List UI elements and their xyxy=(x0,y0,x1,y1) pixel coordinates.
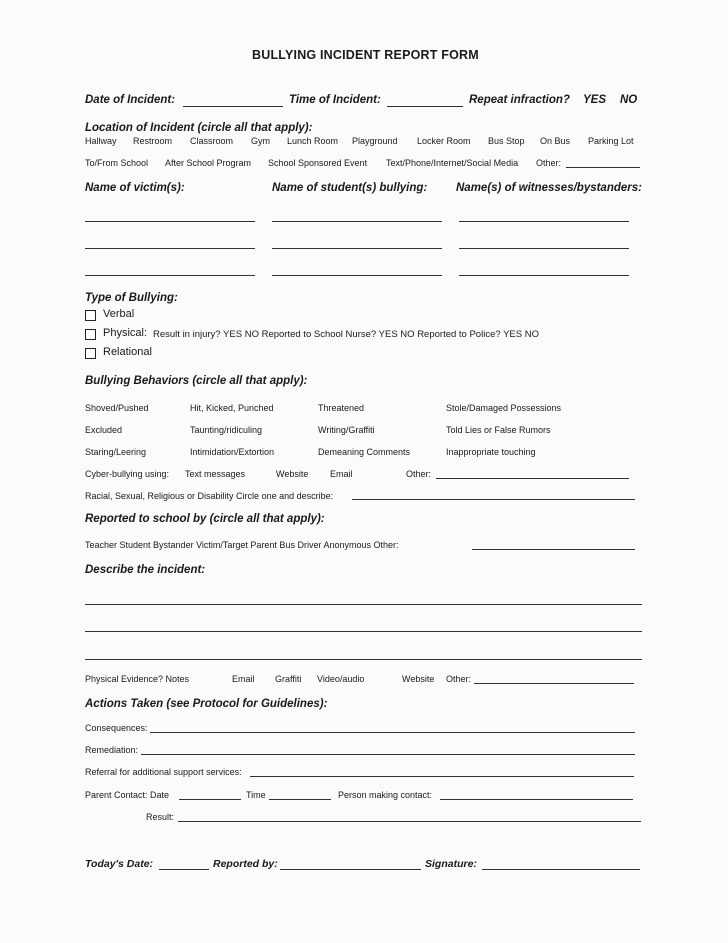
parent-contact-time-field[interactable] xyxy=(269,799,331,800)
racial-sexual-label: Racial, Sexual, Religious or Disability Circle one and describe: xyxy=(85,491,334,501)
location-to-from-school[interactable]: To/From School xyxy=(85,158,149,168)
location-gym[interactable]: Gym xyxy=(251,136,270,146)
behavior-option[interactable]: Told Lies or False Rumors xyxy=(446,425,551,435)
parent-contact-label: Parent Contact: Date xyxy=(85,790,170,800)
behavior-option[interactable]: Stole/Damaged Possessions xyxy=(446,403,562,413)
consequences-label: Consequences: xyxy=(85,723,148,733)
witness-name-field[interactable] xyxy=(459,248,629,249)
evidence-video-audio[interactable]: Video/audio xyxy=(317,674,365,684)
bully-name-field[interactable] xyxy=(272,221,442,222)
behavior-option[interactable]: Demeaning Comments xyxy=(318,447,411,457)
behavior-option[interactable]: Hit, Kicked, Punched xyxy=(190,403,274,413)
bullying-heading: Name of student(s) bullying: xyxy=(272,182,428,194)
cyber-bullying-label: Cyber-bullying using: xyxy=(85,469,170,479)
describe-line[interactable] xyxy=(85,604,642,605)
parent-contact-date-field[interactable] xyxy=(179,799,241,800)
date-of-incident-field[interactable] xyxy=(183,106,283,107)
todays-date-field[interactable] xyxy=(159,869,209,870)
location-parking-lot[interactable]: Parking Lot xyxy=(588,136,634,146)
behavior-option[interactable]: Threatened xyxy=(318,403,365,413)
behavior-option[interactable]: Shoved/Pushed xyxy=(85,403,149,413)
location-text-phone[interactable]: Text/Phone/Internet/Social Media xyxy=(386,158,519,168)
witnesses-heading: Name(s) of witnesses/bystanders: xyxy=(456,182,642,194)
location-other-label: Other: xyxy=(536,158,562,168)
physical-checkbox[interactable] xyxy=(85,329,96,340)
reported-options[interactable]: Teacher Student Bystander Victim/Target Parent Bus Driver Anonymous Other: xyxy=(85,540,399,550)
location-classroom[interactable]: Classroom xyxy=(190,136,234,146)
location-restroom[interactable]: Restroom xyxy=(133,136,173,146)
reported-other-field[interactable] xyxy=(472,549,635,550)
result-label: Result: xyxy=(146,812,175,822)
time-of-incident-field[interactable] xyxy=(387,106,463,107)
remediation-label: Remediation: xyxy=(85,745,139,755)
evidence-other-label: Other: xyxy=(446,674,472,684)
victim-name-field[interactable] xyxy=(85,221,255,222)
cyber-website[interactable]: Website xyxy=(276,469,309,479)
repeat-yes-option[interactable]: YES xyxy=(583,94,607,106)
physical-label: Physical: xyxy=(103,327,148,339)
describe-line[interactable] xyxy=(85,631,642,632)
referral-label: Referral for additional support services: xyxy=(85,767,242,777)
victim-name-field[interactable] xyxy=(85,275,255,276)
describe-line[interactable] xyxy=(85,659,642,660)
consequences-field[interactable] xyxy=(150,732,635,733)
behavior-option[interactable]: Intimidation/Extortion xyxy=(190,447,275,457)
form-title: BULLYING INCIDENT REPORT FORM xyxy=(252,48,479,62)
victims-heading: Name of victim(s): xyxy=(85,182,185,194)
behavior-option[interactable]: Excluded xyxy=(85,425,123,435)
relational-label: Relational xyxy=(103,346,152,358)
victim-name-field[interactable] xyxy=(85,248,255,249)
behavior-option[interactable]: Inappropriate touching xyxy=(446,447,536,457)
location-school-event[interactable]: School Sponsored Event xyxy=(268,158,368,168)
evidence-email[interactable]: Email xyxy=(232,674,255,684)
person-making-contact-field[interactable] xyxy=(440,799,633,800)
time-of-incident-label: Time of Incident: xyxy=(289,94,381,106)
remediation-field[interactable] xyxy=(141,754,635,755)
referral-field[interactable] xyxy=(250,776,634,777)
person-making-contact-label: Person making contact: xyxy=(338,790,433,800)
cyber-other-label: Other: xyxy=(406,469,432,479)
signature-field[interactable] xyxy=(482,869,640,870)
location-lunch-room[interactable]: Lunch Room xyxy=(287,136,339,146)
relational-checkbox[interactable] xyxy=(85,348,96,359)
repeat-no-option[interactable]: NO xyxy=(620,94,638,106)
bully-name-field[interactable] xyxy=(272,275,442,276)
behavior-option[interactable]: Taunting/ridiculing xyxy=(190,425,263,435)
location-other-field[interactable] xyxy=(566,167,640,168)
witness-name-field[interactable] xyxy=(459,275,629,276)
repeat-infraction-label: Repeat infraction? xyxy=(469,94,570,106)
behaviors-heading: Bullying Behaviors (circle all that apply): xyxy=(85,375,308,387)
witness-name-field[interactable] xyxy=(459,221,629,222)
evidence-website[interactable]: Website xyxy=(402,674,435,684)
physical-evidence-label[interactable]: Physical Evidence? Notes xyxy=(85,674,190,684)
reported-by-label: Reported by: xyxy=(213,858,278,870)
cyber-other-field[interactable] xyxy=(436,478,629,479)
actions-heading: Actions Taken (see Protocol for Guidelines): xyxy=(85,698,328,710)
cyber-email[interactable]: Email xyxy=(330,469,353,479)
bully-name-field[interactable] xyxy=(272,248,442,249)
reported-by-field[interactable] xyxy=(280,869,421,870)
evidence-other-field[interactable] xyxy=(474,683,634,684)
racial-describe-field[interactable] xyxy=(352,499,635,500)
verbal-checkbox[interactable] xyxy=(85,310,96,321)
reported-heading: Reported to school by (circle all that apply): xyxy=(85,513,325,525)
verbal-label: Verbal xyxy=(103,308,135,320)
location-playground[interactable]: Playground xyxy=(352,136,398,146)
describe-heading: Describe the incident: xyxy=(85,564,206,576)
location-bus-stop[interactable]: Bus Stop xyxy=(488,136,525,146)
location-heading: Location of Incident (circle all that apply): xyxy=(85,122,313,134)
location-on-bus[interactable]: On Bus xyxy=(540,136,571,146)
result-field[interactable] xyxy=(178,821,641,822)
parent-contact-time-label: Time xyxy=(246,790,266,800)
cyber-text-messages[interactable]: Text messages xyxy=(185,469,246,479)
evidence-graffiti[interactable]: Graffiti xyxy=(275,674,302,684)
todays-date-label: Today's Date: xyxy=(85,858,154,870)
date-of-incident-label: Date of Incident: xyxy=(85,94,176,106)
behavior-option[interactable]: Staring/Leering xyxy=(85,447,147,457)
location-hallway[interactable]: Hallway xyxy=(85,136,117,146)
behavior-option[interactable]: Writing/Graffiti xyxy=(318,425,375,435)
type-heading: Type of Bullying: xyxy=(85,292,178,304)
location-after-school[interactable]: After School Program xyxy=(165,158,252,168)
physical-details[interactable]: Result in injury? YES NO Reported to School Nurse? YES NO Reported to Police? YES NO xyxy=(153,329,539,340)
signature-label: Signature: xyxy=(425,858,477,870)
location-locker-room[interactable]: Locker Room xyxy=(417,136,471,146)
